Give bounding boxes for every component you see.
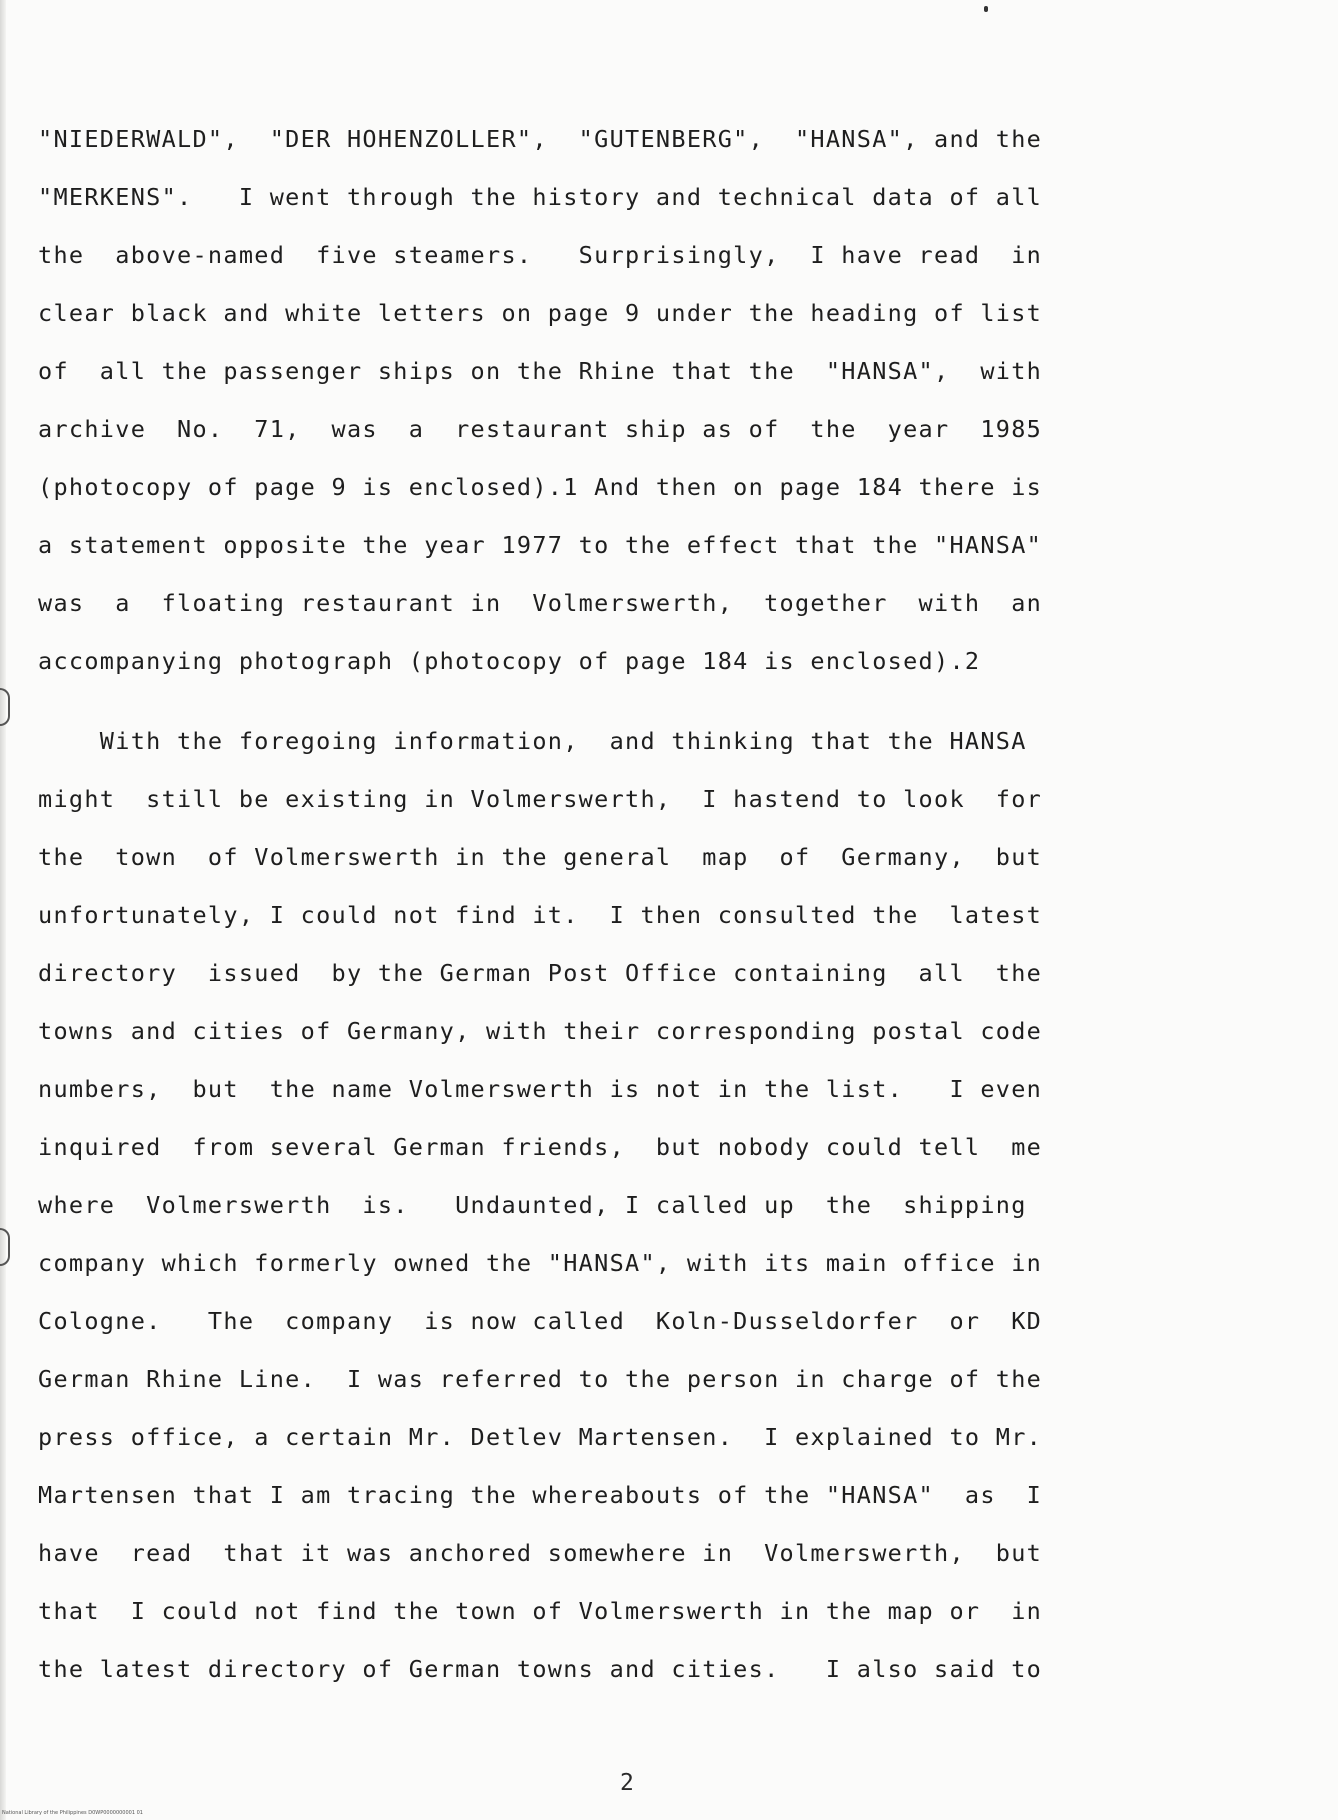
text-line: With the foregoing information, and thinking that the HANSA — [38, 727, 1027, 755]
text-line: a statement opposite the year 1977 to the effect that the "HANSA" — [38, 531, 1043, 559]
text-line: "NIEDERWALD", "DER HOHENZOLLER", "GUTENBERG", "HANSA", and the — [38, 125, 1043, 153]
text-line: was a floating restaurant in Volmerswerth, together with an — [38, 589, 1043, 617]
text-line: company which formerly owned the "HANSA", with its main office in — [38, 1249, 1043, 1277]
archive-footer-note: National Library of the Philippines D0WP0000000001 01 — [2, 1810, 143, 1816]
text-line: numbers, but the name Volmerswerth is not in the list. I even — [38, 1075, 1043, 1103]
binding-hole-mark — [0, 688, 10, 726]
text-line: have read that it was anchored somewhere in Volmerswerth, but — [38, 1539, 1043, 1567]
text-line: of all the passenger ships on the Rhine that the "HANSA", with — [38, 357, 1043, 385]
page-number: 2 — [620, 1770, 634, 1796]
text-line: accompanying photograph (photocopy of page 184 is enclosed).2 — [38, 647, 981, 675]
text-line: Martensen that I am tracing the whereabouts of the "HANSA" as I — [38, 1481, 1043, 1509]
text-line: German Rhine Line. I was referred to the person in charge of the — [38, 1365, 1043, 1393]
text-line: Cologne. The company is now called Koln-Dusseldorfer or KD — [38, 1307, 1043, 1335]
text-line: where Volmerswerth is. Undaunted, I called up the shipping — [38, 1191, 1027, 1219]
text-line: unfortunately, I could not find it. I then consulted the latest — [38, 901, 1043, 929]
paragraph — [38, 712, 1208, 1698]
text-line: might still be existing in Volmerswerth, I hastend to look for — [38, 785, 1043, 813]
text-line: inquired from several German friends, but nobody could tell me — [38, 1133, 1043, 1161]
paragraph — [38, 110, 1208, 690]
text-line: towns and cities of Germany, with their corresponding postal code — [38, 1017, 1043, 1045]
text-line: archive No. 71, was a restaurant ship as of the year 1985 — [38, 415, 1043, 443]
text-line: clear black and white letters on page 9 under the heading of list — [38, 299, 1043, 327]
text-line: the latest directory of German towns and cities. I also said to — [38, 1655, 1043, 1683]
paragraph-spacer — [38, 690, 1208, 712]
text-line: the town of Volmerswerth in the general map of Germany, but — [38, 843, 1043, 871]
text-line: "MERKENS". I went through the history and technical data of all — [38, 183, 1043, 211]
binding-hole-mark — [0, 1228, 10, 1266]
body-text — [38, 110, 1208, 1698]
page-left-edge — [0, 0, 6, 1820]
scan-speck — [984, 6, 988, 12]
text-line: (photocopy of page 9 is enclosed).1 And then on page 184 there is — [38, 473, 1043, 501]
text-line: press office, a certain Mr. Detlev Martensen. I explained to Mr. — [38, 1423, 1043, 1451]
text-line: the above-named five steamers. Surprisingly, I have read in — [38, 241, 1043, 269]
text-line: that I could not find the town of Volmerswerth in the map or in — [38, 1597, 1043, 1625]
text-line: directory issued by the German Post Office containing all the — [38, 959, 1043, 987]
